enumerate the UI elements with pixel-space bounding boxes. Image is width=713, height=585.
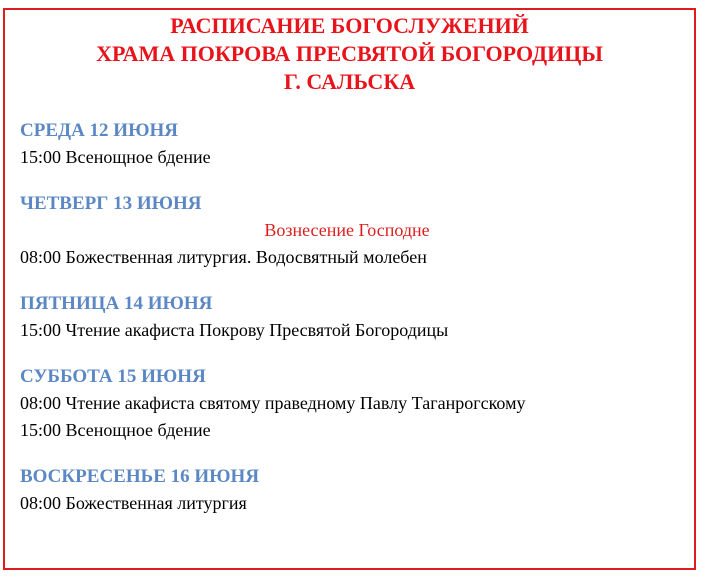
day-thursday	[20, 191, 694, 271]
feast-name: Вознесение Господне	[264, 220, 430, 240]
schedule-frame	[3, 8, 696, 570]
schedule-header	[5, 12, 694, 96]
service-item: 15:00 Всенощное бдение	[20, 420, 211, 440]
day-title: ПЯТНИЦА 14 ИЮНЯ	[20, 293, 213, 314]
service-item: 08:00 Божественная литургия. Водосвятный молебен	[20, 247, 427, 267]
day-sunday	[20, 464, 694, 517]
service-item: 15:00 Чтение акафиста Покрову Пресвятой Богородицы	[20, 320, 449, 340]
day-title: СРЕДА 12 ИЮНЯ	[20, 120, 178, 141]
header-line-1: РАСПИСАНИЕ БОГОСЛУЖЕНИЙ	[170, 13, 529, 38]
day-friday	[20, 291, 694, 344]
header-line-2: ХРАМА ПОКРОВА ПРЕСВЯТОЙ БОГОРОДИЦЫ	[96, 41, 603, 66]
day-wednesday	[20, 118, 694, 171]
service-item: 08:00 Божественная литургия	[20, 493, 247, 513]
schedule-list	[5, 118, 694, 517]
day-title: ВОСКРЕСЕНЬЕ 16 ИЮНЯ	[20, 466, 260, 487]
day-title: ЧЕТВЕРГ 13 ИЮНЯ	[20, 193, 202, 214]
service-item: 08:00 Чтение акафиста святому праведному Павлу Таганрогскому	[20, 393, 526, 413]
service-item: 15:00 Всенощное бдение	[20, 147, 211, 167]
header-line-3: Г. САЛЬСКА	[283, 69, 416, 94]
day-title: СУББОТА 15 ИЮНЯ	[20, 366, 206, 387]
day-saturday	[20, 364, 694, 444]
